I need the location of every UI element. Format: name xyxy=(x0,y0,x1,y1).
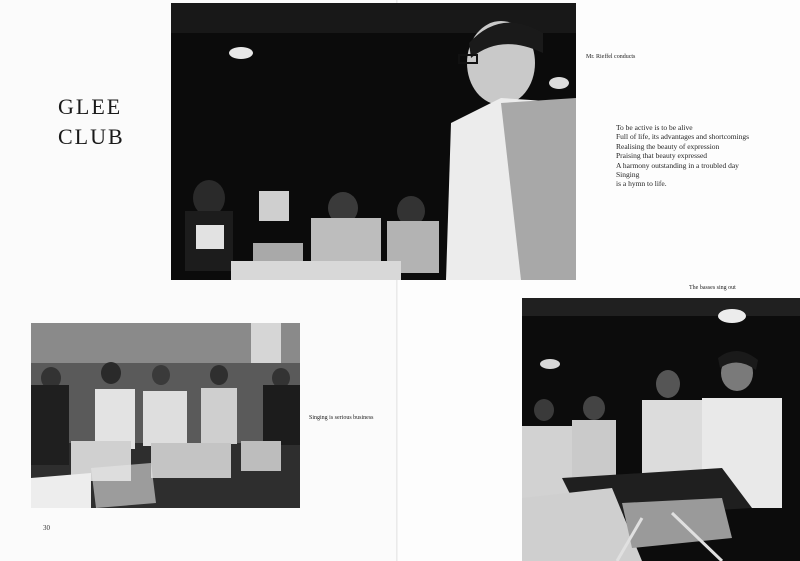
title-line-2: CLUB xyxy=(58,124,125,149)
title-line-1: GLEE xyxy=(58,94,123,119)
caption-serious: Singing is serious business xyxy=(309,415,374,421)
poem-line: A harmony outstanding in a troubled day xyxy=(616,160,739,170)
photo-basses xyxy=(522,298,800,561)
poem-line: To be active is to be alive xyxy=(616,123,693,132)
poem-line: Singing xyxy=(616,170,640,180)
poem-line: is a hymn to life. xyxy=(616,179,667,189)
poem-line: Praising that beauty expressed xyxy=(616,151,708,161)
poem-line: Realising the beauty of expression xyxy=(616,141,720,151)
caption-conductor: Mr. Rieffel conducts xyxy=(586,54,636,60)
section-title xyxy=(58,92,125,152)
poem xyxy=(616,123,749,189)
poem-line: Full of life, its advantages and shortcomings xyxy=(616,132,750,142)
photo-conductor xyxy=(171,3,576,280)
page-number: 30 xyxy=(43,524,50,532)
caption-basses: The basses sing out xyxy=(689,285,736,291)
photo-seated-singers xyxy=(31,323,300,508)
